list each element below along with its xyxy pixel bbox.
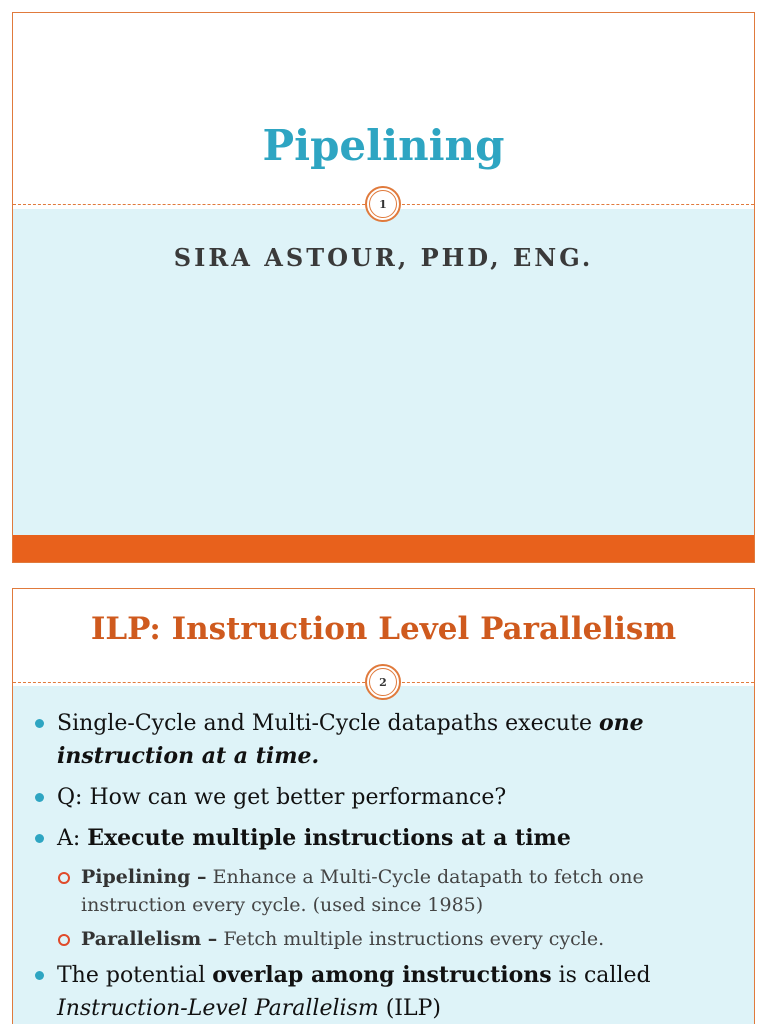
bullet-emphasis: Execute multiple instructions at a time xyxy=(87,825,571,851)
sub-bullet-term: Pipelining – xyxy=(81,866,207,888)
bullet-italic: Instruction-Level Parallelism xyxy=(57,996,379,1021)
slide-number-badge xyxy=(365,186,401,222)
slide-2 xyxy=(12,588,755,1024)
sub-bullet-text: Enhance a Multi-Cycle datapath to fetch one instruction every cycle. (used since 1985) xyxy=(81,866,644,916)
slide-1 xyxy=(12,12,755,563)
slide-number: 2 xyxy=(369,668,397,696)
slide-subtitle: SIRA ASTOUR, PHD, ENG. xyxy=(173,243,594,272)
footer-bar xyxy=(13,535,754,562)
bullet-emphasis: overlap among instructions xyxy=(212,962,552,988)
bullet-text: (ILP) xyxy=(378,996,441,1021)
sub-bullet-term: Parallelism – xyxy=(81,928,218,950)
bullet-item xyxy=(33,707,733,773)
slide-number-badge xyxy=(365,664,401,700)
sub-bullet-text: Fetch multiple instructions every cycle. xyxy=(217,928,605,950)
bullet-item xyxy=(33,781,733,814)
slide-number: 1 xyxy=(369,190,397,218)
bullet-text: Q: How can we get better performance? xyxy=(57,785,507,810)
title-area xyxy=(13,13,754,209)
sub-bullet-item xyxy=(33,925,733,953)
bullet-item xyxy=(33,822,733,855)
bullet-text: A: xyxy=(57,826,88,851)
bullet-list xyxy=(33,707,733,1024)
slide-title: ILP: Instruction Level Parallelism xyxy=(90,611,677,647)
bullet-emphasis: one instruction at a time. xyxy=(57,710,644,769)
bullet-text: Single-Cycle and Multi-Cycle datapaths execute xyxy=(57,711,599,736)
slide-title: Pipelining xyxy=(262,121,505,170)
bullet-text: is called xyxy=(551,963,651,988)
bullet-text: The potential xyxy=(57,963,213,988)
bullet-item xyxy=(33,959,733,1024)
sub-bullet-item xyxy=(33,863,733,919)
